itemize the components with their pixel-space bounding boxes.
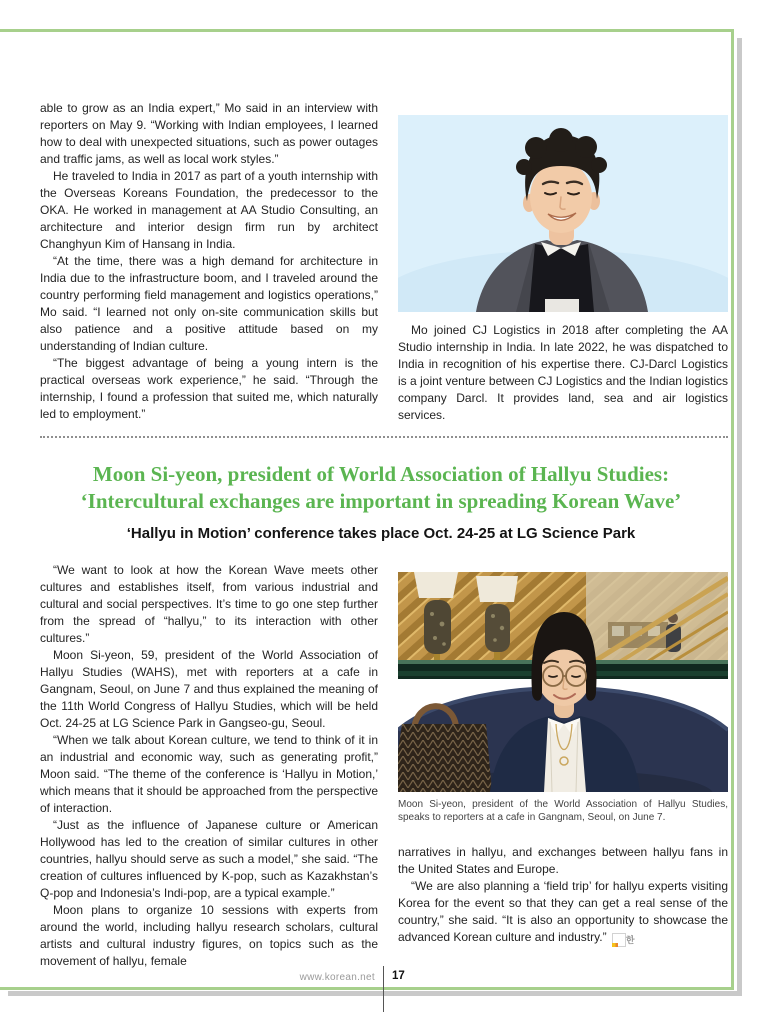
- article-paragraph: Moon Si-yeon, 59, president of the World Association of Hallyu Studies (WAHS), met with reporters at a cafe in Gangnam, Seoul, on June 7 and thus explained the meaning of the 11th World Congress of Hallyu Studies, which will be held Oct. 24-25 at LG Science Park in Gangseo-gu, Seoul.: [40, 648, 378, 730]
- article-paragraph: narratives in hallyu, and exchanges between hallyu fans in the United States and Europe.: [398, 845, 728, 876]
- article-paragraph: He traveled to India in 2017 as part of a youth internship with the Overseas Koreans Foundation, the predecessor to the OKA. He worked in management at AA Studio Consulting, an architecture and interior design firm run by architect Changhyun Kim of Hansang in India.: [40, 169, 378, 251]
- top-border-line: [0, 29, 734, 32]
- footer-divider-line: [383, 966, 384, 1012]
- article-paragraph: [398, 878, 728, 947]
- article-paragraph: able to grow as an India expert,” Mo said in an interview with reporters on May 9. “Working with Indian employees, I learned how to deal with unexpected situations, such as power outages and traffic jams, as well as local work styles.”: [40, 101, 378, 166]
- page-shadow-bottom: [8, 991, 741, 996]
- article-paragraph: “When we talk about Korean culture, we tend to think of it in an industrial and economic way, such as generating profit,” Moon said. “The theme of the conference is ‘Hallyu in Motion,’ which means that it should be approached from the perspective of interaction.: [40, 733, 378, 815]
- mo-portrait-photo: [398, 115, 728, 312]
- article-paragraph: Moon plans to organize 10 sessions with experts from around the world, including hallyu research scholars, cultural artists and cultural industry figures, on topics such as the movement of hallyu, female: [40, 903, 378, 968]
- moon-photo-caption: Moon Si-yeon, president of the World Association of Hallyu Studies, speaks to reporters at a cafe in Gangnam, Seoul, on June 7.: [398, 799, 728, 823]
- section-divider: [40, 436, 728, 438]
- headline-line2: ‘Intercultural exchanges are important in spreading Korean Wave’: [80, 489, 682, 513]
- mo-article-right-column: [398, 322, 728, 424]
- article-paragraph: “The biggest advantage of being a young intern is the practical overseas work experience,” he said. “Through the internship, I found a profession that suited me, which naturally led to employment.”: [40, 356, 378, 421]
- article-paragraph: “Just as the influence of Japanese culture or American Hollywood has led to the creation of similar cultures in other countries, hallyu should serve as such a model,” she said. “The creation of cultures influenced by K-pop, such as Kazakhstan’s Q-pop and Indonesia’s Indi-pop, are a typical example.”: [40, 818, 378, 900]
- mo-article-left-column: [40, 100, 378, 423]
- moon-article-headline: [20, 461, 742, 515]
- footer-page-number: 17: [392, 970, 405, 982]
- headline-line1: Moon Si-yeon, president of World Association of Hallyu Studies:: [92, 462, 670, 486]
- page-shadow-right: [737, 38, 742, 996]
- moon-interview-illustration: [398, 572, 728, 792]
- moon-interview-photo: [398, 572, 728, 792]
- koreannet-logo-corner-accent: [612, 943, 618, 947]
- moon-article-left-column: [40, 562, 378, 970]
- article-paragraph-text: “We are also planning a ‘field trip’ for hallyu experts visiting Korea for the event so that they can get a real sense of the country,” she said. “It is also an opportunity to showcase the advanced Korean culture and industry.”: [398, 879, 728, 944]
- koreannet-logo-glyph: 한: [625, 935, 635, 945]
- article-paragraph: “We want to look at how the Korean Wave meets other cultures and establishes itself, from various industrial and cultural and social perspectives. It’s time to go one step further from the spread of “hallyu,” to its interaction with other cultures.”: [40, 563, 378, 645]
- photo-caption-paragraph: Mo joined CJ Logistics in 2018 after completing the AA Studio internship in India. In late 2022, he was dispatched to India in recognition of his expertise there. CJ-Darcl Logistics is a joint venture between CJ Logistics and the Indian logistics company Darcl. It provides land, sea and air logistics services.: [398, 323, 728, 422]
- footer-site-url: www.korean.net: [299, 972, 375, 983]
- moon-article-subheadline: ‘Hallyu in Motion’ conference takes place Oct. 24-25 at LG Science Park: [126, 525, 636, 542]
- bottom-border-line: [0, 987, 734, 990]
- mo-portrait-illustration: [398, 115, 728, 312]
- article-paragraph: “At the time, there was a high demand for architecture in India due to the infrastructure boom, and I traveled around the country performing field management and logistics operations,” Mo said. “I learned not only on-site communication skills but also patience and a positive attitude based on my understanding of Indian culture.: [40, 254, 378, 353]
- moon-article-right-column: [398, 844, 728, 947]
- koreannet-logo-icon: [612, 933, 635, 947]
